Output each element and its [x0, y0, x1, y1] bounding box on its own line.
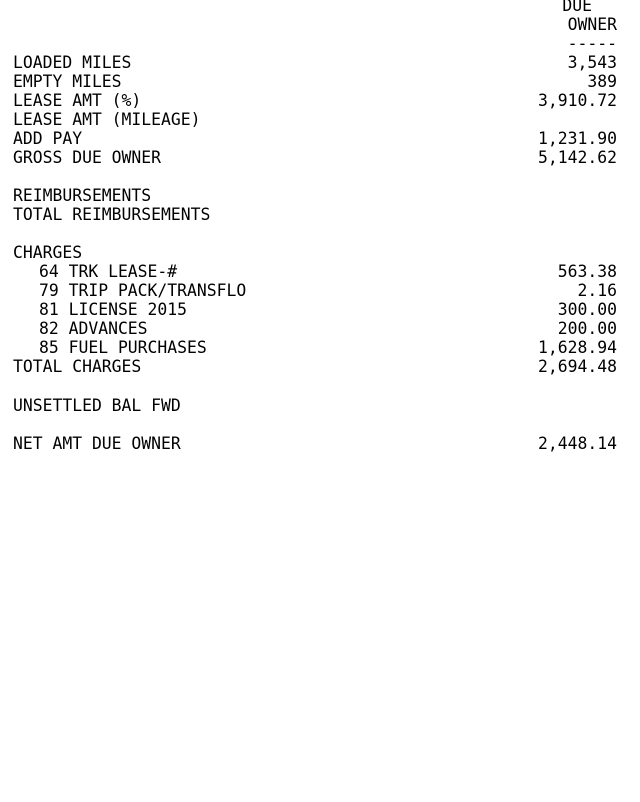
row-gross-due-owner — [0, 148, 640, 167]
column-header-line-2 — [0, 15, 640, 34]
row-label: UNSETTLED BAL FWD — [13, 396, 181, 415]
charge-item — [0, 281, 640, 300]
charge-item — [0, 338, 640, 357]
row-label: EMPTY MILES — [13, 72, 122, 91]
charge-label: 82 ADVANCES — [39, 319, 148, 338]
column-rule: ----- — [567, 34, 617, 53]
column-header-rule — [0, 34, 640, 53]
charge-label: 64 TRK LEASE-# — [39, 262, 178, 281]
row-amount: 5,142.62 — [538, 148, 617, 167]
charge-item — [0, 262, 640, 281]
charge-amount: 1,628.94 — [538, 338, 617, 357]
row-amount: 3,910.72 — [538, 91, 617, 110]
row-amount: 2,448.14 — [538, 434, 617, 453]
row-label: LOADED MILES — [13, 53, 132, 72]
row-amount: 3,543 — [567, 53, 617, 72]
row-amount: 389 — [587, 72, 617, 91]
reimbursements-heading — [0, 186, 640, 205]
row-unsettled-bal-fwd — [0, 396, 640, 415]
charge-amount: 2.16 — [577, 281, 617, 300]
charge-label: 79 TRIP PACK/TRANSFLO — [39, 281, 247, 300]
section-heading: CHARGES — [13, 243, 83, 262]
row-empty-miles — [0, 72, 640, 91]
row-lease-amt-percent — [0, 91, 640, 110]
charge-amount: 300.00 — [557, 300, 617, 319]
row-add-pay — [0, 129, 640, 148]
row-amount: 2,694.48 — [538, 357, 617, 376]
charges-heading — [0, 243, 640, 262]
charge-amount: 563.38 — [557, 262, 617, 281]
row-label: LEASE AMT (%) — [13, 91, 142, 110]
row-loaded-miles — [0, 53, 640, 72]
row-label: TOTAL CHARGES — [13, 357, 142, 376]
row-label: ADD PAY — [13, 129, 83, 148]
section-heading: REIMBURSEMENTS — [13, 186, 152, 205]
row-label: GROSS DUE OWNER — [13, 148, 162, 167]
charge-label: 81 LICENSE 2015 — [39, 300, 188, 319]
column-header-line-1 — [0, 0, 640, 15]
row-lease-amt-mileage — [0, 110, 640, 129]
charge-item — [0, 319, 640, 338]
column-header-owner: OWNER — [567, 15, 617, 34]
row-amount: 1,231.90 — [538, 129, 617, 148]
charge-item — [0, 300, 640, 319]
row-label: LEASE AMT (MILEAGE) — [13, 110, 201, 129]
row-total-charges — [0, 357, 640, 376]
row-total-reimbursements — [0, 205, 640, 224]
charge-amount: 200.00 — [557, 319, 617, 338]
charge-label: 85 FUEL PURCHASES — [39, 338, 207, 357]
row-label: NET AMT DUE OWNER — [13, 434, 181, 453]
column-header-due: DUE — [562, 0, 592, 15]
row-net-amt-due-owner — [0, 434, 640, 453]
row-label: TOTAL REIMBURSEMENTS — [13, 205, 211, 224]
